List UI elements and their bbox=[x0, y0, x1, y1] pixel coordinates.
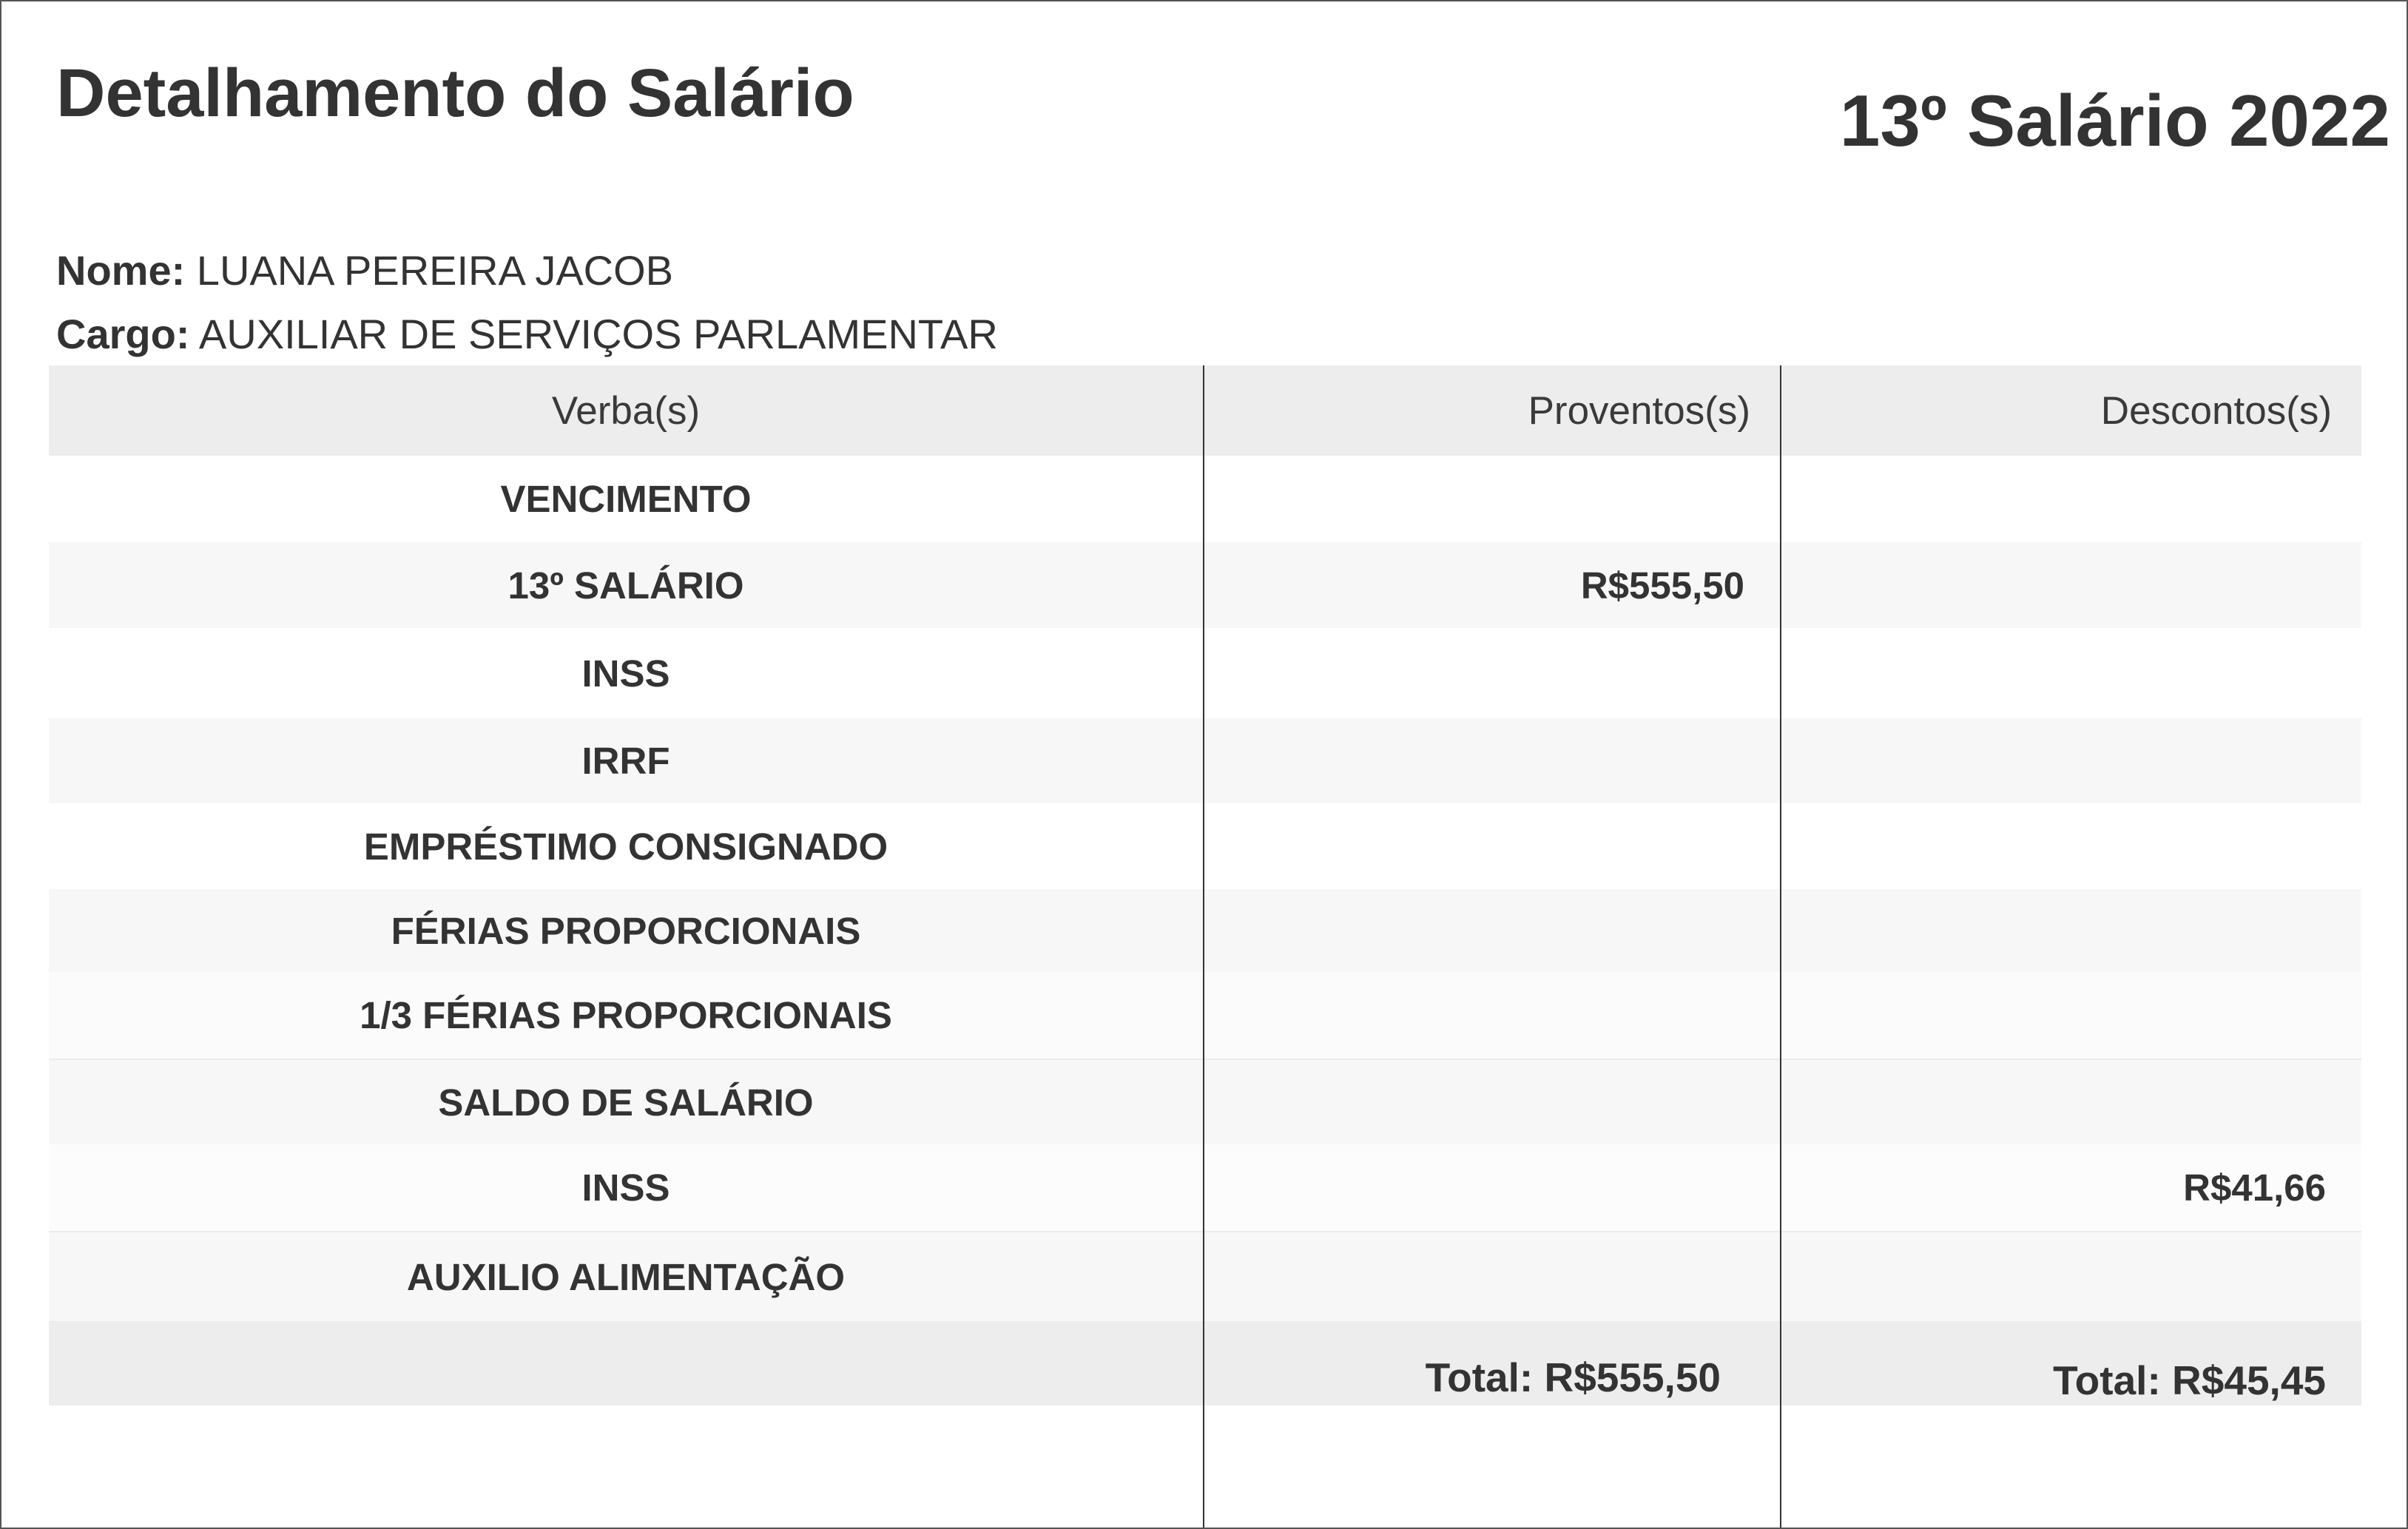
verba-cell: FÉRIAS PROPORCIONAIS bbox=[391, 909, 861, 952]
name-label: Nome: bbox=[56, 247, 186, 294]
role-label: Cargo: bbox=[56, 311, 190, 357]
table-row bbox=[49, 718, 2361, 803]
table-row bbox=[49, 803, 2361, 889]
column-header-descontos: Descontos(s) bbox=[2100, 388, 2332, 433]
descontos-cell bbox=[1781, 803, 2361, 889]
proventos-cell bbox=[1204, 1144, 1780, 1231]
descontos-cell bbox=[1781, 972, 2361, 1059]
proventos-cell bbox=[1204, 1060, 1780, 1144]
proventos-cell bbox=[1204, 718, 1780, 803]
verba-cell: VENCIMENTO bbox=[500, 478, 752, 520]
descontos-cell bbox=[1781, 1060, 2361, 1144]
proventos-cell bbox=[1204, 972, 1780, 1059]
descontos-cell bbox=[1781, 542, 2361, 628]
table-row bbox=[49, 628, 2361, 718]
table-row bbox=[49, 456, 2361, 542]
verba-cell: EMPRÉSTIMO CONSIGNADO bbox=[363, 825, 888, 868]
column-header-verbas: Verba(s) bbox=[551, 388, 701, 433]
salary-table bbox=[49, 365, 2361, 1528]
table-row bbox=[49, 1231, 2361, 1321]
descontos-cell bbox=[1781, 456, 2361, 542]
descontos-cell bbox=[1781, 1232, 2361, 1321]
column-divider bbox=[1780, 365, 1781, 1528]
table-row bbox=[49, 1059, 2361, 1144]
employee-role: AUXILIAR DE SERVIÇOS PARLAMENTAR bbox=[198, 311, 998, 357]
employee-name-line bbox=[56, 247, 674, 294]
proventos-cell bbox=[1204, 803, 1780, 889]
totals-spacer-cell bbox=[49, 1321, 1203, 1405]
proventos-cell: R$555,50 bbox=[1580, 564, 1744, 607]
proventos-cell bbox=[1204, 1232, 1780, 1321]
verba-cell: 1/3 FÉRIAS PROPORCIONAIS bbox=[360, 994, 892, 1036]
column-header-proventos: Proventos(s) bbox=[1528, 388, 1750, 433]
descontos-cell bbox=[1781, 718, 2361, 803]
verba-cell: IRRF bbox=[581, 740, 670, 782]
verba-cell: AUXILIO ALIMENTAÇÃO bbox=[406, 1255, 846, 1298]
verba-cell: INSS bbox=[581, 652, 670, 695]
verba-cell: 13º SALÁRIO bbox=[507, 564, 744, 607]
period-title: 13º Salário 2022 bbox=[1839, 80, 2390, 161]
column-divider bbox=[1203, 365, 1204, 1528]
table-row bbox=[49, 972, 2361, 1059]
page-title: Detalhamento do Salário bbox=[56, 55, 854, 131]
descontos-cell: R$41,66 bbox=[2183, 1167, 2326, 1209]
proventos-cell bbox=[1204, 889, 1780, 972]
proventos-cell bbox=[1204, 456, 1780, 542]
table-row bbox=[49, 1144, 2361, 1231]
descontos-cell bbox=[1781, 889, 2361, 972]
table-totals-row bbox=[49, 1321, 2361, 1405]
employee-name: LUANA PEREIRA JACOB bbox=[196, 247, 674, 294]
descontos-cell bbox=[1781, 628, 2361, 718]
table-header-row bbox=[49, 365, 2361, 456]
total-descontos: Total: R$45,45 bbox=[2053, 1357, 2326, 1403]
table-row bbox=[49, 889, 2361, 972]
verba-cell: SALDO DE SALÁRIO bbox=[438, 1081, 814, 1124]
total-proventos: Total: R$555,50 bbox=[1425, 1354, 1721, 1400]
employee-role-line bbox=[56, 311, 998, 357]
table-row bbox=[49, 542, 2361, 628]
proventos-cell bbox=[1204, 628, 1780, 718]
verba-cell: INSS bbox=[581, 1167, 670, 1209]
